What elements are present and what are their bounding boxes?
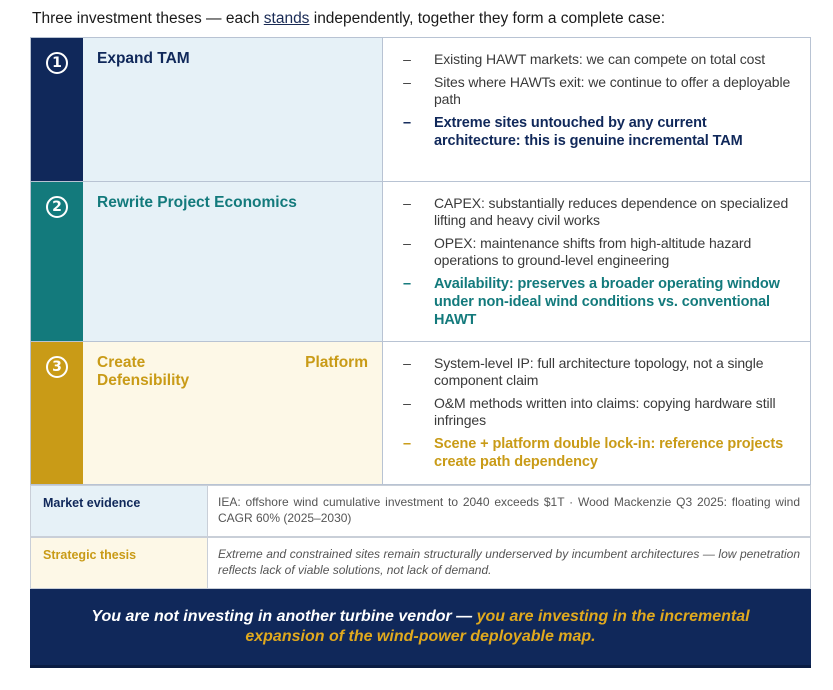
bullet-text: System-level IP: full architecture topology, not a single component claim bbox=[434, 355, 764, 388]
thesis-number-cell bbox=[31, 182, 83, 341]
thesis-bullets bbox=[384, 182, 810, 341]
conclusion-text bbox=[70, 607, 771, 647]
circled-number-badge: 2 bbox=[46, 196, 68, 218]
bullet-highlight-text: Scene + platform double lock-in: reference projects create path dependency bbox=[434, 436, 784, 470]
page-headline bbox=[32, 10, 812, 28]
bullet-text: CAPEX: substantially reduces dependence on specialized lifting and heavy civil works bbox=[434, 195, 789, 228]
thesis-row-platform-defensibility bbox=[30, 341, 811, 485]
strategic-thesis-row bbox=[30, 537, 811, 589]
headline-text-before: Three investment theses — each bbox=[32, 10, 264, 27]
circled-number-badge: 3 bbox=[46, 356, 68, 378]
dash-icon: – bbox=[403, 276, 411, 292]
bullet-item bbox=[403, 395, 794, 429]
circled-number-badge: 1 bbox=[46, 52, 68, 74]
conclusion-banner bbox=[30, 589, 811, 668]
thesis-bullets bbox=[384, 342, 810, 484]
dash-icon: – bbox=[403, 51, 411, 67]
bullet-item bbox=[403, 74, 794, 108]
dash-icon: – bbox=[403, 115, 411, 131]
bullet-text: Sites where HAWTs exit: we continue to offer a deployable path bbox=[434, 74, 791, 107]
market-evidence-row bbox=[30, 485, 811, 537]
bullet-item bbox=[403, 355, 794, 389]
thesis-bullets bbox=[384, 38, 810, 181]
bullet-text: O&M methods written into claims: copying hardware still infringes bbox=[434, 395, 776, 428]
conclusion-text-white: You are not investing in another turbine vendor — bbox=[91, 608, 477, 625]
bullet-highlight bbox=[403, 275, 794, 329]
thesis-title-line-1 bbox=[97, 354, 368, 372]
dash-icon: – bbox=[403, 235, 411, 251]
conclusion-text-gold: you are investing in the incremental expansion of the wind-power deployable map. bbox=[245, 608, 750, 645]
thesis-number-cell bbox=[31, 342, 83, 484]
bullet-item bbox=[403, 235, 794, 269]
thesis-row-expand-tam bbox=[30, 37, 811, 182]
headline-text-after: independently, together they form a complete case: bbox=[309, 10, 665, 27]
dash-icon: – bbox=[403, 395, 411, 411]
thesis-title: Rewrite Project Economics bbox=[83, 182, 383, 341]
bullet-highlight-text: Availability: preserves a broader operating window under non-ideal wind conditions vs. conventional HAWT bbox=[434, 276, 780, 328]
dash-icon: – bbox=[403, 436, 411, 452]
strategic-thesis-label: Strategic thesis bbox=[31, 538, 208, 588]
bullet-item bbox=[403, 51, 794, 68]
market-evidence-text: IEA: offshore wind cumulative investment to 2040 exceeds $1T · Wood Mackenzie Q3 2025: floating wind CAGR 60% (2025–2030) bbox=[218, 495, 800, 525]
thesis-number-cell bbox=[31, 38, 83, 181]
thesis-title: Expand TAM bbox=[83, 38, 383, 181]
dash-icon: – bbox=[403, 74, 411, 90]
dash-icon: – bbox=[403, 195, 411, 211]
strategic-thesis-text: Extreme and constrained sites remain structurally underserved by incumbent architectures — low penetration reflects lack of viable solutions, not lack of demand. bbox=[218, 547, 800, 577]
thesis-title bbox=[83, 342, 383, 484]
headline-underlined-word: stands bbox=[263, 10, 310, 27]
bullet-highlight-text: Extreme sites untouched by any current architecture: this is genuine incremental TAM bbox=[434, 115, 743, 149]
thesis-title-word: Platform bbox=[305, 354, 368, 371]
bullet-highlight bbox=[403, 114, 794, 150]
bullet-highlight bbox=[403, 435, 794, 471]
thesis-title-line-2: Defensibility bbox=[97, 372, 190, 389]
bullet-text: OPEX: maintenance shifts from high-altitude hazard operations to ground-level engineering bbox=[434, 235, 752, 268]
thesis-row-project-economics bbox=[30, 181, 811, 342]
market-evidence-label: Market evidence bbox=[31, 486, 208, 536]
bullet-item bbox=[403, 195, 794, 229]
dash-icon: – bbox=[403, 355, 411, 371]
bullet-text: Existing HAWT markets: we can compete on total cost bbox=[434, 51, 766, 67]
thesis-title-word: Create bbox=[97, 354, 146, 371]
